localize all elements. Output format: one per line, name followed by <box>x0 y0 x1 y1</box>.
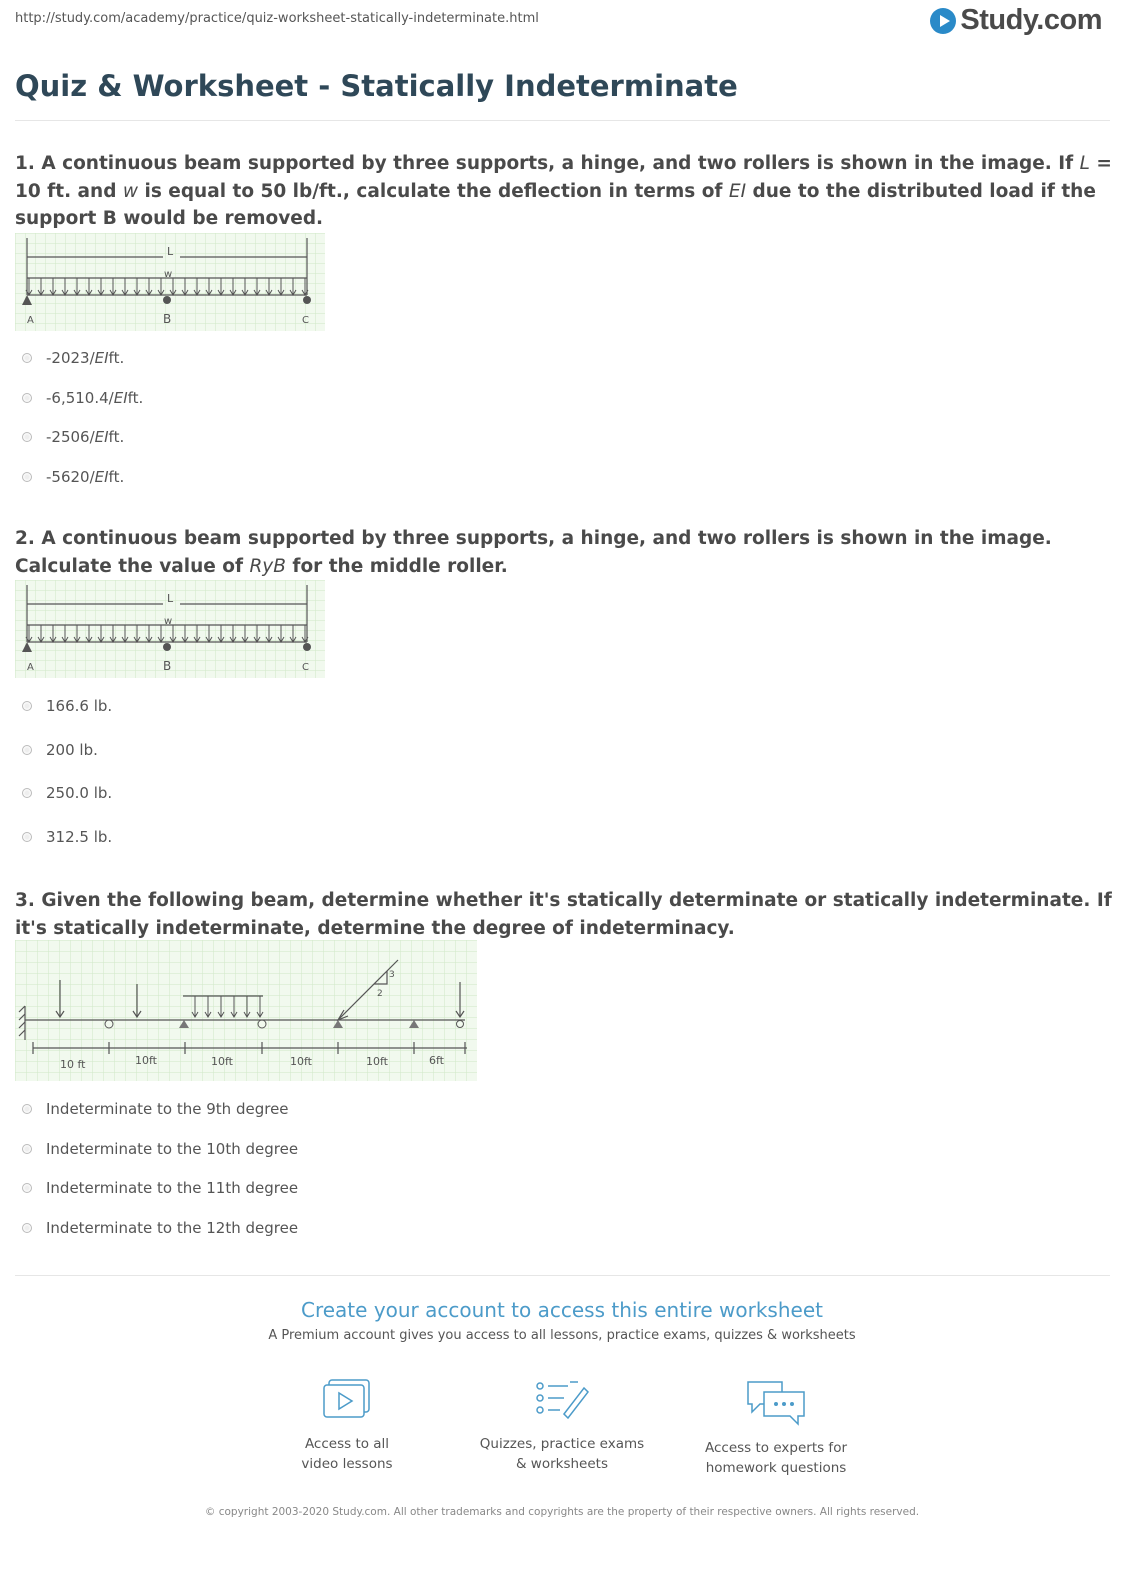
q3-option-1[interactable]: Indeterminate to the 9th degree <box>22 1100 289 1118</box>
radio-button[interactable] <box>22 1144 32 1154</box>
svg-text:6ft: 6ft <box>429 1054 444 1067</box>
radio-button[interactable] <box>22 472 32 482</box>
question-1: 1. A continuous beam supported by three supports, a hinge, and two rollers is shown in the image. If L = 10 ft. and w is equal to 50 lb/ft., calculate the deflection in terms of EI due to the distributed load if the support B would be removed. <box>15 153 1112 229</box>
svg-text:B: B <box>163 659 172 673</box>
divider <box>15 1275 1110 1276</box>
q3-option-3[interactable]: Indeterminate to the 11th degree <box>22 1179 298 1197</box>
radio-button[interactable] <box>22 393 32 403</box>
svg-text:10ft: 10ft <box>211 1055 233 1068</box>
logo-text: Study.com <box>960 4 1102 36</box>
q3-option-4[interactable]: Indeterminate to the 12th degree <box>22 1219 298 1237</box>
svg-text:10ft: 10ft <box>135 1054 157 1067</box>
radio-button[interactable] <box>22 788 32 798</box>
radio-button[interactable] <box>22 832 32 842</box>
svg-text:10 ft: 10 ft <box>60 1058 86 1071</box>
radio-button[interactable] <box>22 1183 32 1193</box>
copyright-notice: © copyright 2003-2020 Study.com. All other trademarks and copyrights are the property of their respective owners. All rights reserved. <box>204 1506 920 1518</box>
radio-button[interactable] <box>22 432 32 442</box>
divider <box>15 120 1110 121</box>
study-logo[interactable] <box>930 4 1102 37</box>
svg-text:3: 3 <box>389 970 395 980</box>
play-icon <box>930 8 956 34</box>
chat-bubbles-icon <box>744 1378 808 1426</box>
radio-button[interactable] <box>22 701 32 711</box>
q1-option-1[interactable]: -2023/ EI ft. <box>22 349 124 367</box>
svg-text:10ft: 10ft <box>366 1055 388 1068</box>
svg-text:L: L <box>167 245 174 258</box>
svg-text:10ft: 10ft <box>290 1055 312 1068</box>
radio-button[interactable] <box>22 1223 32 1233</box>
feature-experts: Access to experts for homework questions <box>686 1378 866 1478</box>
beam-figure-2 <box>15 580 325 678</box>
svg-text:2: 2 <box>377 989 383 999</box>
beam-figure-3 <box>15 940 477 1081</box>
q2-option-1[interactable]: 166.6 lb. <box>22 697 112 715</box>
q1-option-2[interactable]: -6,510.4/ EI ft. <box>22 389 143 407</box>
q3-option-2[interactable]: Indeterminate to the 10th degree <box>22 1140 298 1158</box>
feature-quizzes: Quizzes, practice exams & worksheets <box>472 1378 652 1474</box>
video-lesson-icon <box>321 1378 373 1422</box>
svg-text:L: L <box>167 592 174 605</box>
svg-text:B: B <box>163 312 172 326</box>
q2-option-2[interactable]: 200 lb. <box>22 741 98 759</box>
q2-option-4[interactable]: 312.5 lb. <box>22 828 112 846</box>
cta-title[interactable]: Create your account to access this entire worksheet <box>301 1298 823 1322</box>
svg-text:A: A <box>27 315 34 326</box>
svg-text:A: A <box>27 662 34 673</box>
question-3: 3. Given the following beam, determine whether it's statically determinate or statically indeterminate. If it's statically indeterminate, determine the degree of indeterminacy. <box>15 890 1112 939</box>
page-title: Quiz & Worksheet - Statically Indeterminate <box>15 69 738 103</box>
radio-button[interactable] <box>22 745 32 755</box>
beam-figure-1 <box>15 233 325 331</box>
quiz-list-icon <box>534 1378 590 1422</box>
feature-video-lessons: Access to all video lessons <box>257 1378 437 1474</box>
svg-text:C: C <box>302 662 309 673</box>
q1-option-4[interactable]: -5620/ EI ft. <box>22 468 124 486</box>
svg-text:C: C <box>302 315 309 326</box>
svg-text:w: w <box>164 269 173 280</box>
cta-subtitle: A Premium account gives you access to all lessons, practice exams, quizzes & worksheets <box>268 1328 856 1343</box>
radio-button[interactable] <box>22 353 32 363</box>
q1-option-3[interactable]: -2506/ EI ft. <box>22 428 124 446</box>
q2-option-3[interactable]: 250.0 lb. <box>22 784 112 802</box>
question-2: 2. A continuous beam supported by three supports, a hinge, and two rollers is shown in the image. Calculate the value of RyB for the middle roller. <box>15 528 1052 577</box>
page-url: http://study.com/academy/practice/quiz-worksheet-statically-indeterminate.html <box>15 11 539 26</box>
svg-text:w: w <box>164 616 173 627</box>
radio-button[interactable] <box>22 1104 32 1114</box>
